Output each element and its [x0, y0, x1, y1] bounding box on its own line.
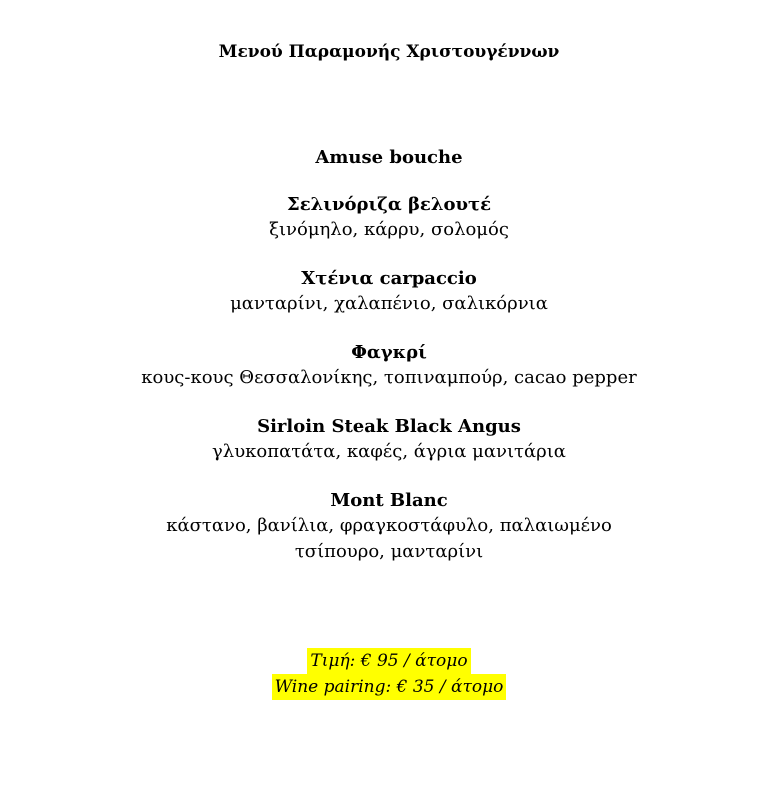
course-5	[0, 488, 778, 565]
pricing-block	[0, 648, 778, 700]
course-3	[0, 340, 778, 391]
wine-pairing-price: Wine pairing: € 35 / άτομο	[272, 674, 507, 700]
course-name: Mont Blanc	[330, 490, 448, 511]
course-description-wrap	[154, 513, 624, 565]
price-per-person: Τιμή: € 95 / άτομο	[307, 648, 470, 674]
course-name: Sirloin Steak Black Angus	[257, 416, 521, 437]
course-name: Σελινόριζα βελουτέ	[286, 194, 492, 215]
course-description: ξινόμηλο, κάρρυ, σολομός	[269, 219, 509, 240]
course-description: κάστανο, βανίλια, φραγκοστάφυλο, παλαιωμένο τσίπουρο, μανταρίνι	[166, 515, 612, 562]
course-description: κους-κους Θεσσαλονίκης, τοπιναμπούρ, cacao pepper	[141, 367, 637, 388]
course-4	[0, 414, 778, 465]
course-name: Φαγκρί	[351, 342, 427, 363]
course-1	[0, 192, 778, 243]
menu-courses	[0, 145, 778, 588]
amuse-bouche	[0, 145, 778, 170]
amuse-bouche-label: Amuse bouche	[315, 147, 463, 168]
course-description: γλυκοπατάτα, καφές, άγρια μανιτάρια	[212, 441, 566, 462]
menu-title: Μενού Παραμονής Χριστουγέννων	[218, 42, 560, 62]
course-name: Χτένια carpaccio	[301, 268, 477, 289]
course-description: μανταρίνι, χαλαπένιο, σαλικόρνια	[230, 293, 548, 314]
course-2	[0, 266, 778, 317]
